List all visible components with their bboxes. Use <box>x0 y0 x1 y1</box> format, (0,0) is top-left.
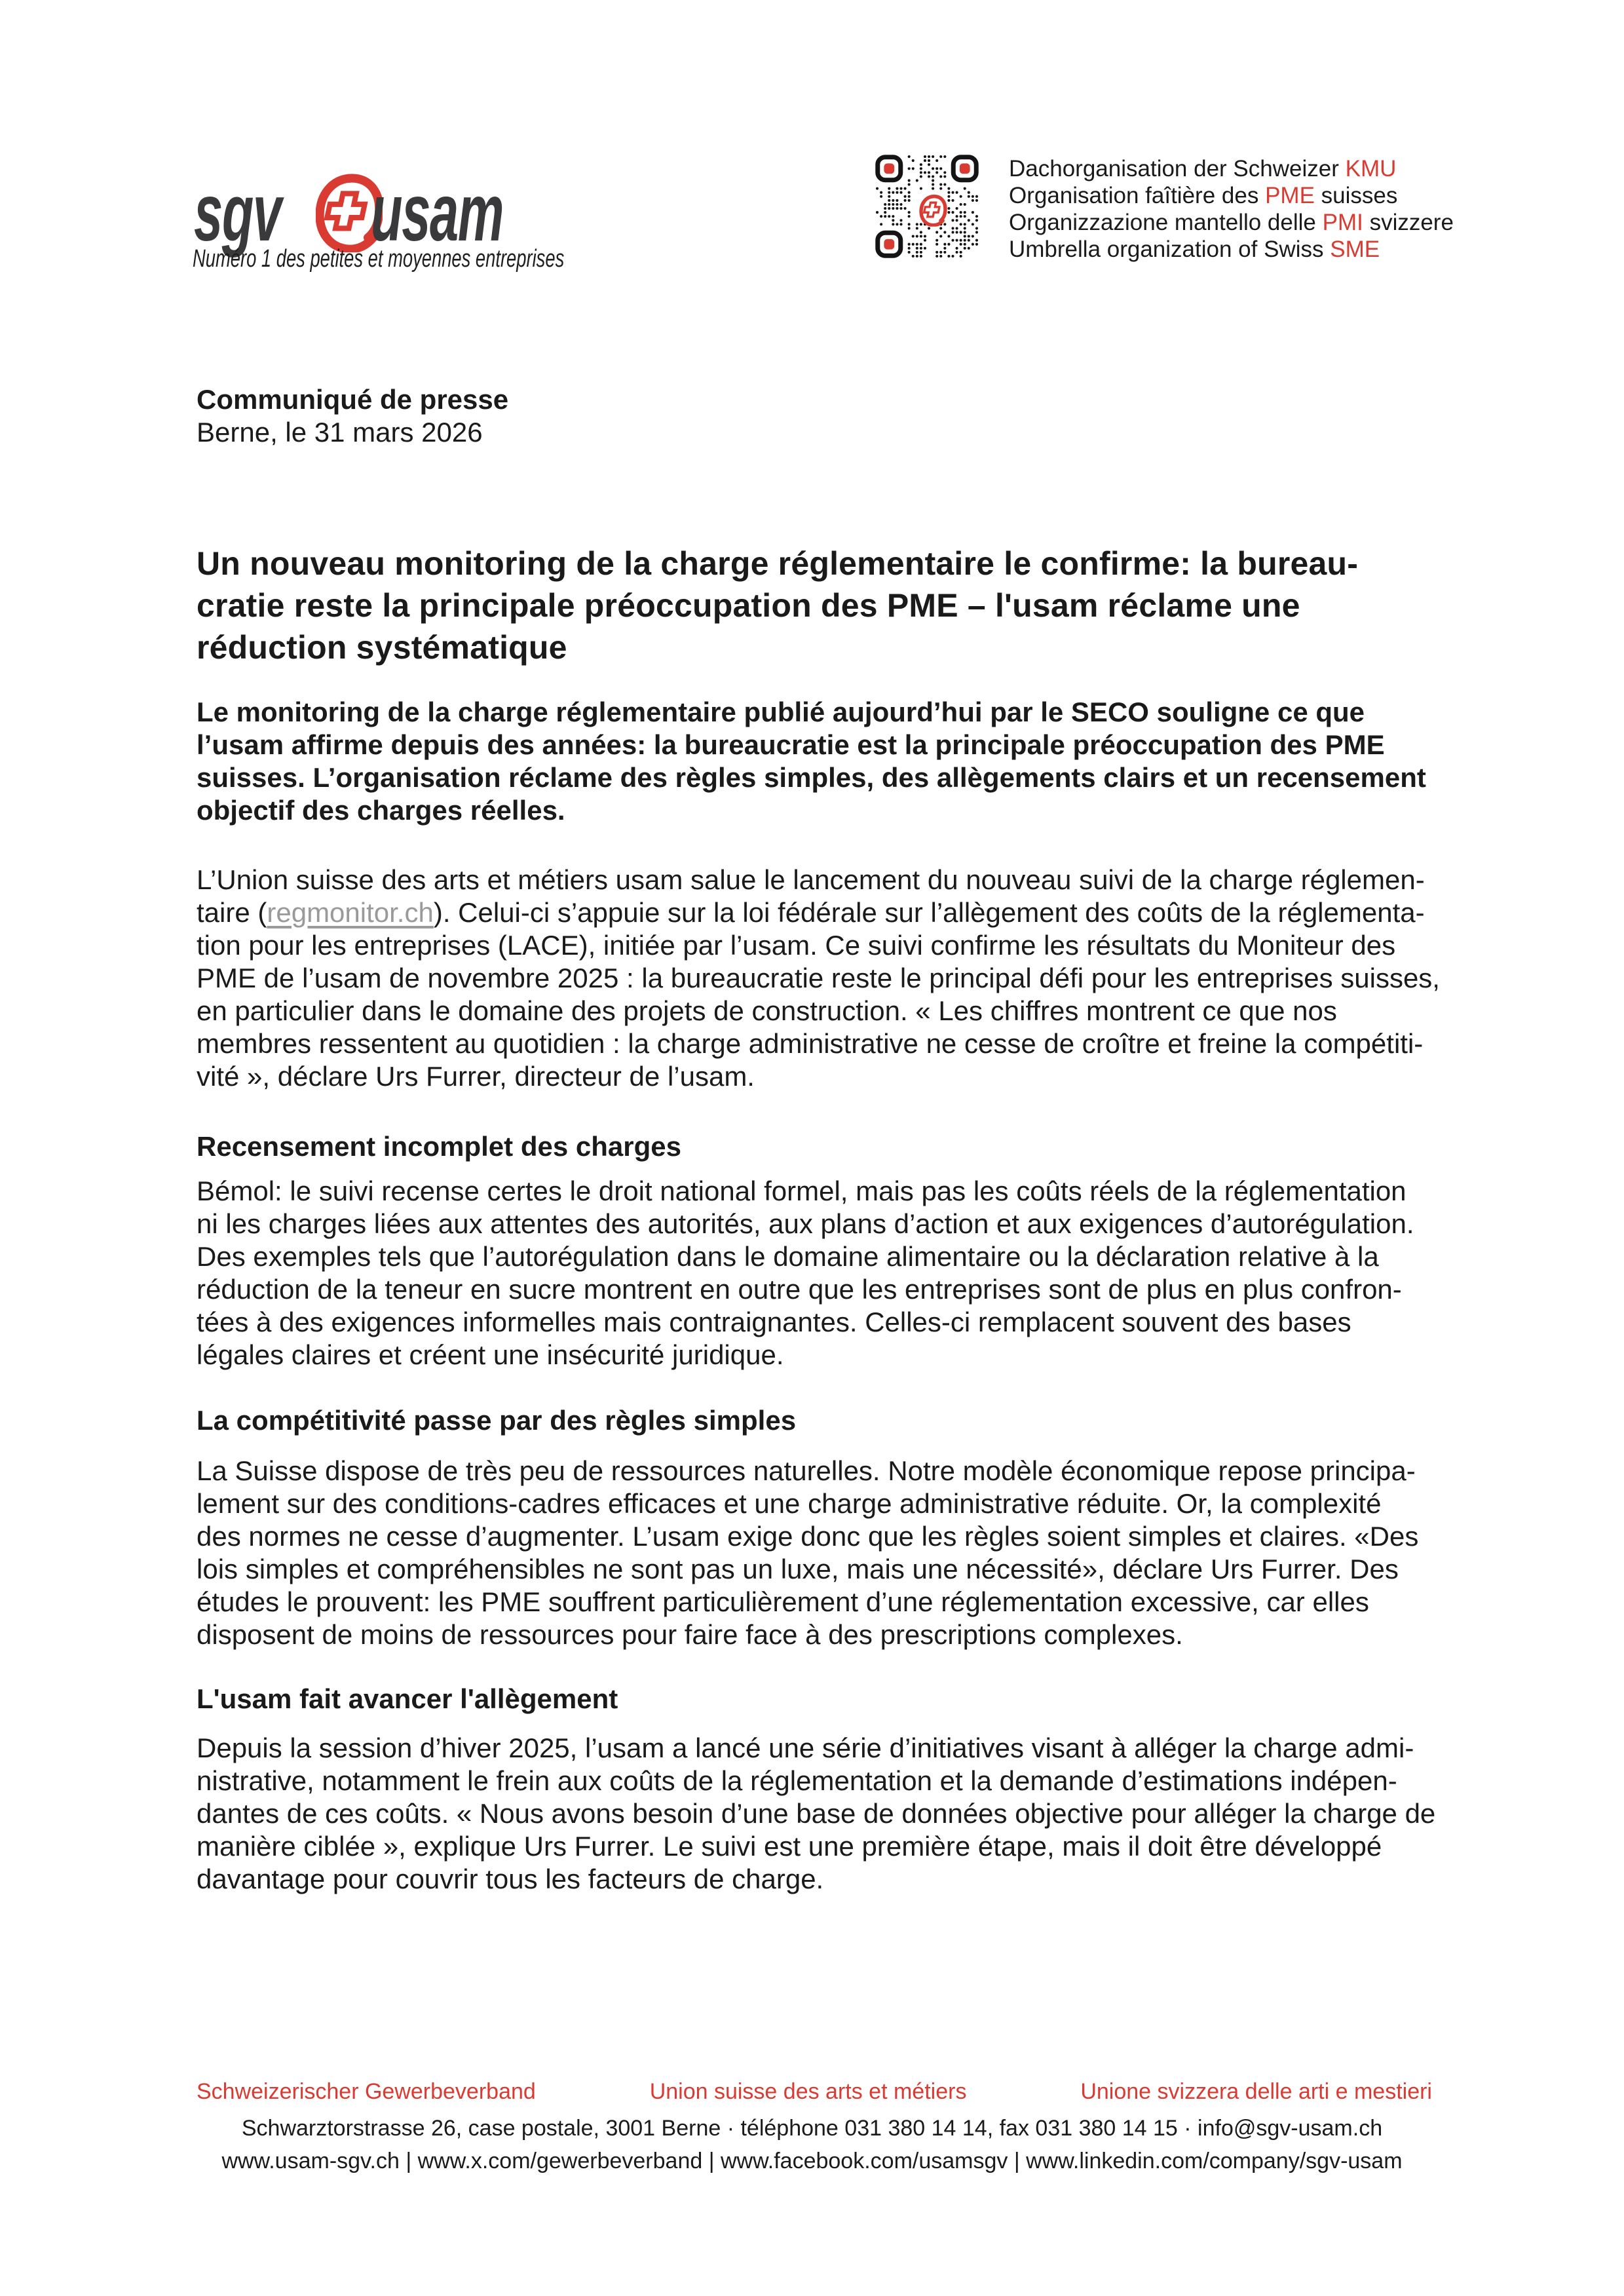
dateline: Berne, le 31 mars 2026 <box>197 417 483 448</box>
paragraph-recensement: Bémol: le suivi recense certes le droit national formel, mais pas les coûts réels de la réglementation ni les charges liées aux attentes des autorités, aux plans d’action et aux exigences d’autorégulation. Des exemples tels que l’autorégulation dans le domaine alimentaire ou la déclaration relative à la réduction de la teneur en sucre montrent en outre que les entreprises sont de plus en plus confron- tées à des exigences informelles mais contraignantes. Celles-ci remplacent souvent des bases légales claires et créent une insécurité juridique. <box>197 1176 1414 1370</box>
section-heading-competitivite: La compétitivité passe par des règles simples <box>197 1405 797 1436</box>
org-abbr-pmi: PMI <box>1322 210 1363 235</box>
org-line-en: Umbrella organization of Swiss SME <box>1009 237 1380 262</box>
footer-web-links: www.usam-sgv.ch | www.x.com/gewerbeverband | www.facebook.com/usamsgv | www.linkedin.com/company/sgv-usam <box>221 2149 1403 2173</box>
regmonitor-link[interactable]: regmonitor.ch <box>267 897 434 928</box>
page-title: Un nouveau monitoring de la charge réglementaire le confirme: la bureau- cratie reste la principale préoccupation des PME – l'usam réclame une réduction systématique <box>197 545 1359 666</box>
paragraph-allegement: Depuis la session d’hiver 2025, l’usam a lancé une série d’initiatives visant à alléger la charge admi- nistrative, notamment le frein aux coûts de la réglementation et la demande d’estimations indépen- dantes de ces coûts. « Nous avons besoin d’une base de données objective pour alléger la charge de manière ciblée », explique Urs Furrer. Le suivi est une première étape, mais il doit être développé davantage pour couvrir tous les facteurs de charge. <box>197 1732 1436 1894</box>
organization-descriptions <box>1009 155 1454 263</box>
logo-tagline: Numéro 1 des petites et moyennes entreprises <box>193 245 565 273</box>
logo-text-sgv: sgv <box>194 168 281 258</box>
footer-org-de: Schweizerischer Gewerbeverband <box>197 2079 536 2104</box>
section-heading-allegement: L'usam fait avancer l'allègement <box>197 1683 618 1714</box>
footer-address: Schwarztorstrasse 26, case postale, 3001 Berne · téléphone 031 380 14 14, fax 031 380 14 15 · info@sgv-usam.ch <box>241 2116 1383 2141</box>
org-line-fr: Organisation faîtière des PME suisses <box>1009 183 1398 208</box>
org-abbr-sme: SME <box>1330 237 1380 262</box>
footer-org-it: Unione svizzera delle arti e mestieri <box>1080 2079 1432 2104</box>
paragraph-competitivite: La Suisse dispose de très peu de ressources naturelles. Notre modèle économique repose principa- lement sur des conditions-cadres efficaces et une charge administrative réduite. Or, la complexité des normes ne cesse d’augmenter. L’usam exige donc que les règles soient simples et claires. «Des lois simples et compréhensibles ne sont pas un luxe, mais une nécessité», déclare Urs Furrer. Des études le prouvent: les PME souffrent particulièrement d’une réglementation excessive, car elles disposent de moins de ressources pour faire face à des prescriptions complexes. <box>197 1455 1419 1650</box>
org-abbr-pme: PME <box>1265 183 1315 208</box>
section-heading-recensement: Recensement incomplet des charges <box>197 1131 681 1162</box>
document-meta <box>197 383 508 449</box>
lead-paragraph: Le monitoring de la charge réglementaire publié aujourd’hui par le SECO souligne ce que l’usam affirme depuis des années: la bureaucratie est la principale préoccupation des PME suisses. L’organisation réclame des règles simples, des allègements clairs et un recensement objectif des charges réelles. <box>197 697 1426 826</box>
org-line-de: Dachorganisation der Schweizer KMU <box>1009 156 1397 182</box>
document-type: Communiqué de presse <box>197 384 509 415</box>
footer-org-fr: Union suisse des arts et métiers <box>649 2079 967 2104</box>
footer-organization-names <box>197 2078 1432 2105</box>
qr-code <box>875 155 979 258</box>
org-abbr-kmu: KMU <box>1345 156 1397 182</box>
org-line-it: Organizzazione mantello delle PMI svizzere <box>1009 210 1454 235</box>
logo-text-usam: usam <box>370 168 503 258</box>
line-with-link: taire (regmonitor.ch). Celui-ci s’appuie sur la loi fédérale sur l’allègement des coûts de la réglementa- <box>197 897 1425 928</box>
paragraph-intro: L’Union suisse des arts et métiers usam salue le lancement du nouveau suivi de la charge réglemen- taire (regmonitor.ch). Celui-ci s’appuie sur la loi fédérale sur l’allègement des coûts de la réglementa- tion pour les entreprises (LACE), initiée par l’usam. Ce suivi confirme les résultats du Moniteur des PME de l’usam de novembre 2025 : la bureaucratie reste le principal défi pour les entreprises suisses, en particulier dans le domaine des projets de construction. « Les chiffres montrent ce que nos membres ressentent au quotidien : la charge administrative ne cesse de croître et freine la compétiti- vité », déclare Urs Furrer, directeur de l’usam. <box>197 864 1440 1092</box>
